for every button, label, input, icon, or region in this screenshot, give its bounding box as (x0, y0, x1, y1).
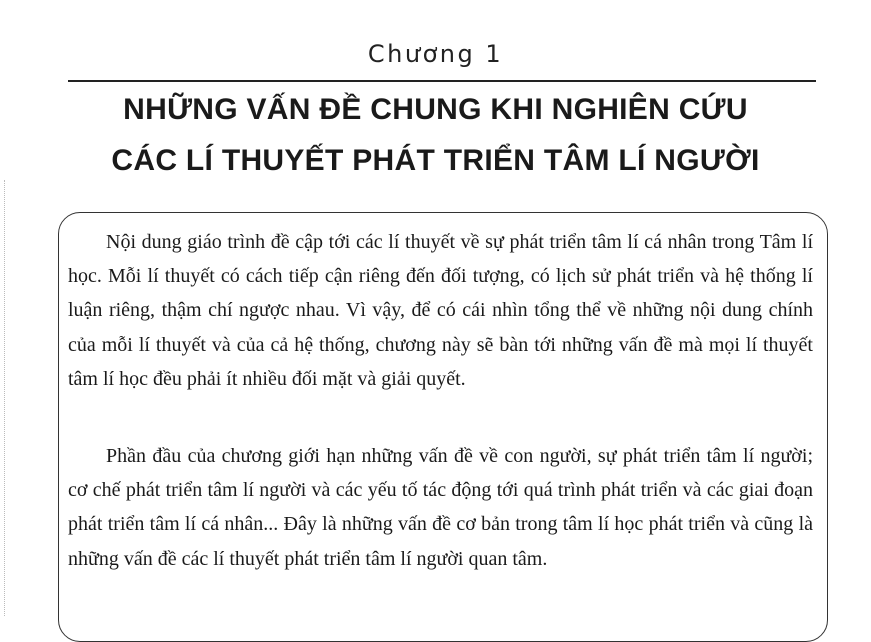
intro-paragraph-1: Nội dung giáo trình đề cập tới các lí thuyết về sự phát triển tâm lí cá nhân trong Tâm lí học. Mỗi lí thuyết có cách tiếp cận riêng đến đối tượng, có lịch sử phát triển và hệ thống lí luận riêng, thậm chí ngược nhau. Vì vậy, để có cái nhìn tổng thể về những nội dung chính của mỗi lí thuyết và của cả hệ thống, chương này sẽ bàn tới những vấn đề mà mọi lí thuyết tâm lí học đều phải ít nhiều đối mặt và giải quyết. (68, 231, 813, 390)
page-edge-marks (4, 180, 6, 616)
chapter-title-line-2: CÁC LÍ THUYẾT PHÁT TRIỂN TÂM LÍ NGƯỜI (111, 144, 760, 177)
chapter-divider (68, 80, 816, 82)
chapter-title-line-1: NHỮNG VẤN ĐỀ CHUNG KHI NGHIÊN CỨU (123, 93, 748, 126)
intro-paragraph-2: Phần đầu của chương giới hạn những vấn đề về con người, sự phát triển tâm lí người; cơ chế phát triển tâm lí người và các yếu tố tác động tới quá trình phát triển và các giai đoạn phát triển tâm lí cá nhân... Đây là những vấn đề cơ bản trong tâm lí học phát triển và cũng là những vấn đề các lí thuyết phát triển tâm lí người quan tâm. (68, 445, 813, 570)
chapter-label: Chương 1 (367, 40, 504, 68)
